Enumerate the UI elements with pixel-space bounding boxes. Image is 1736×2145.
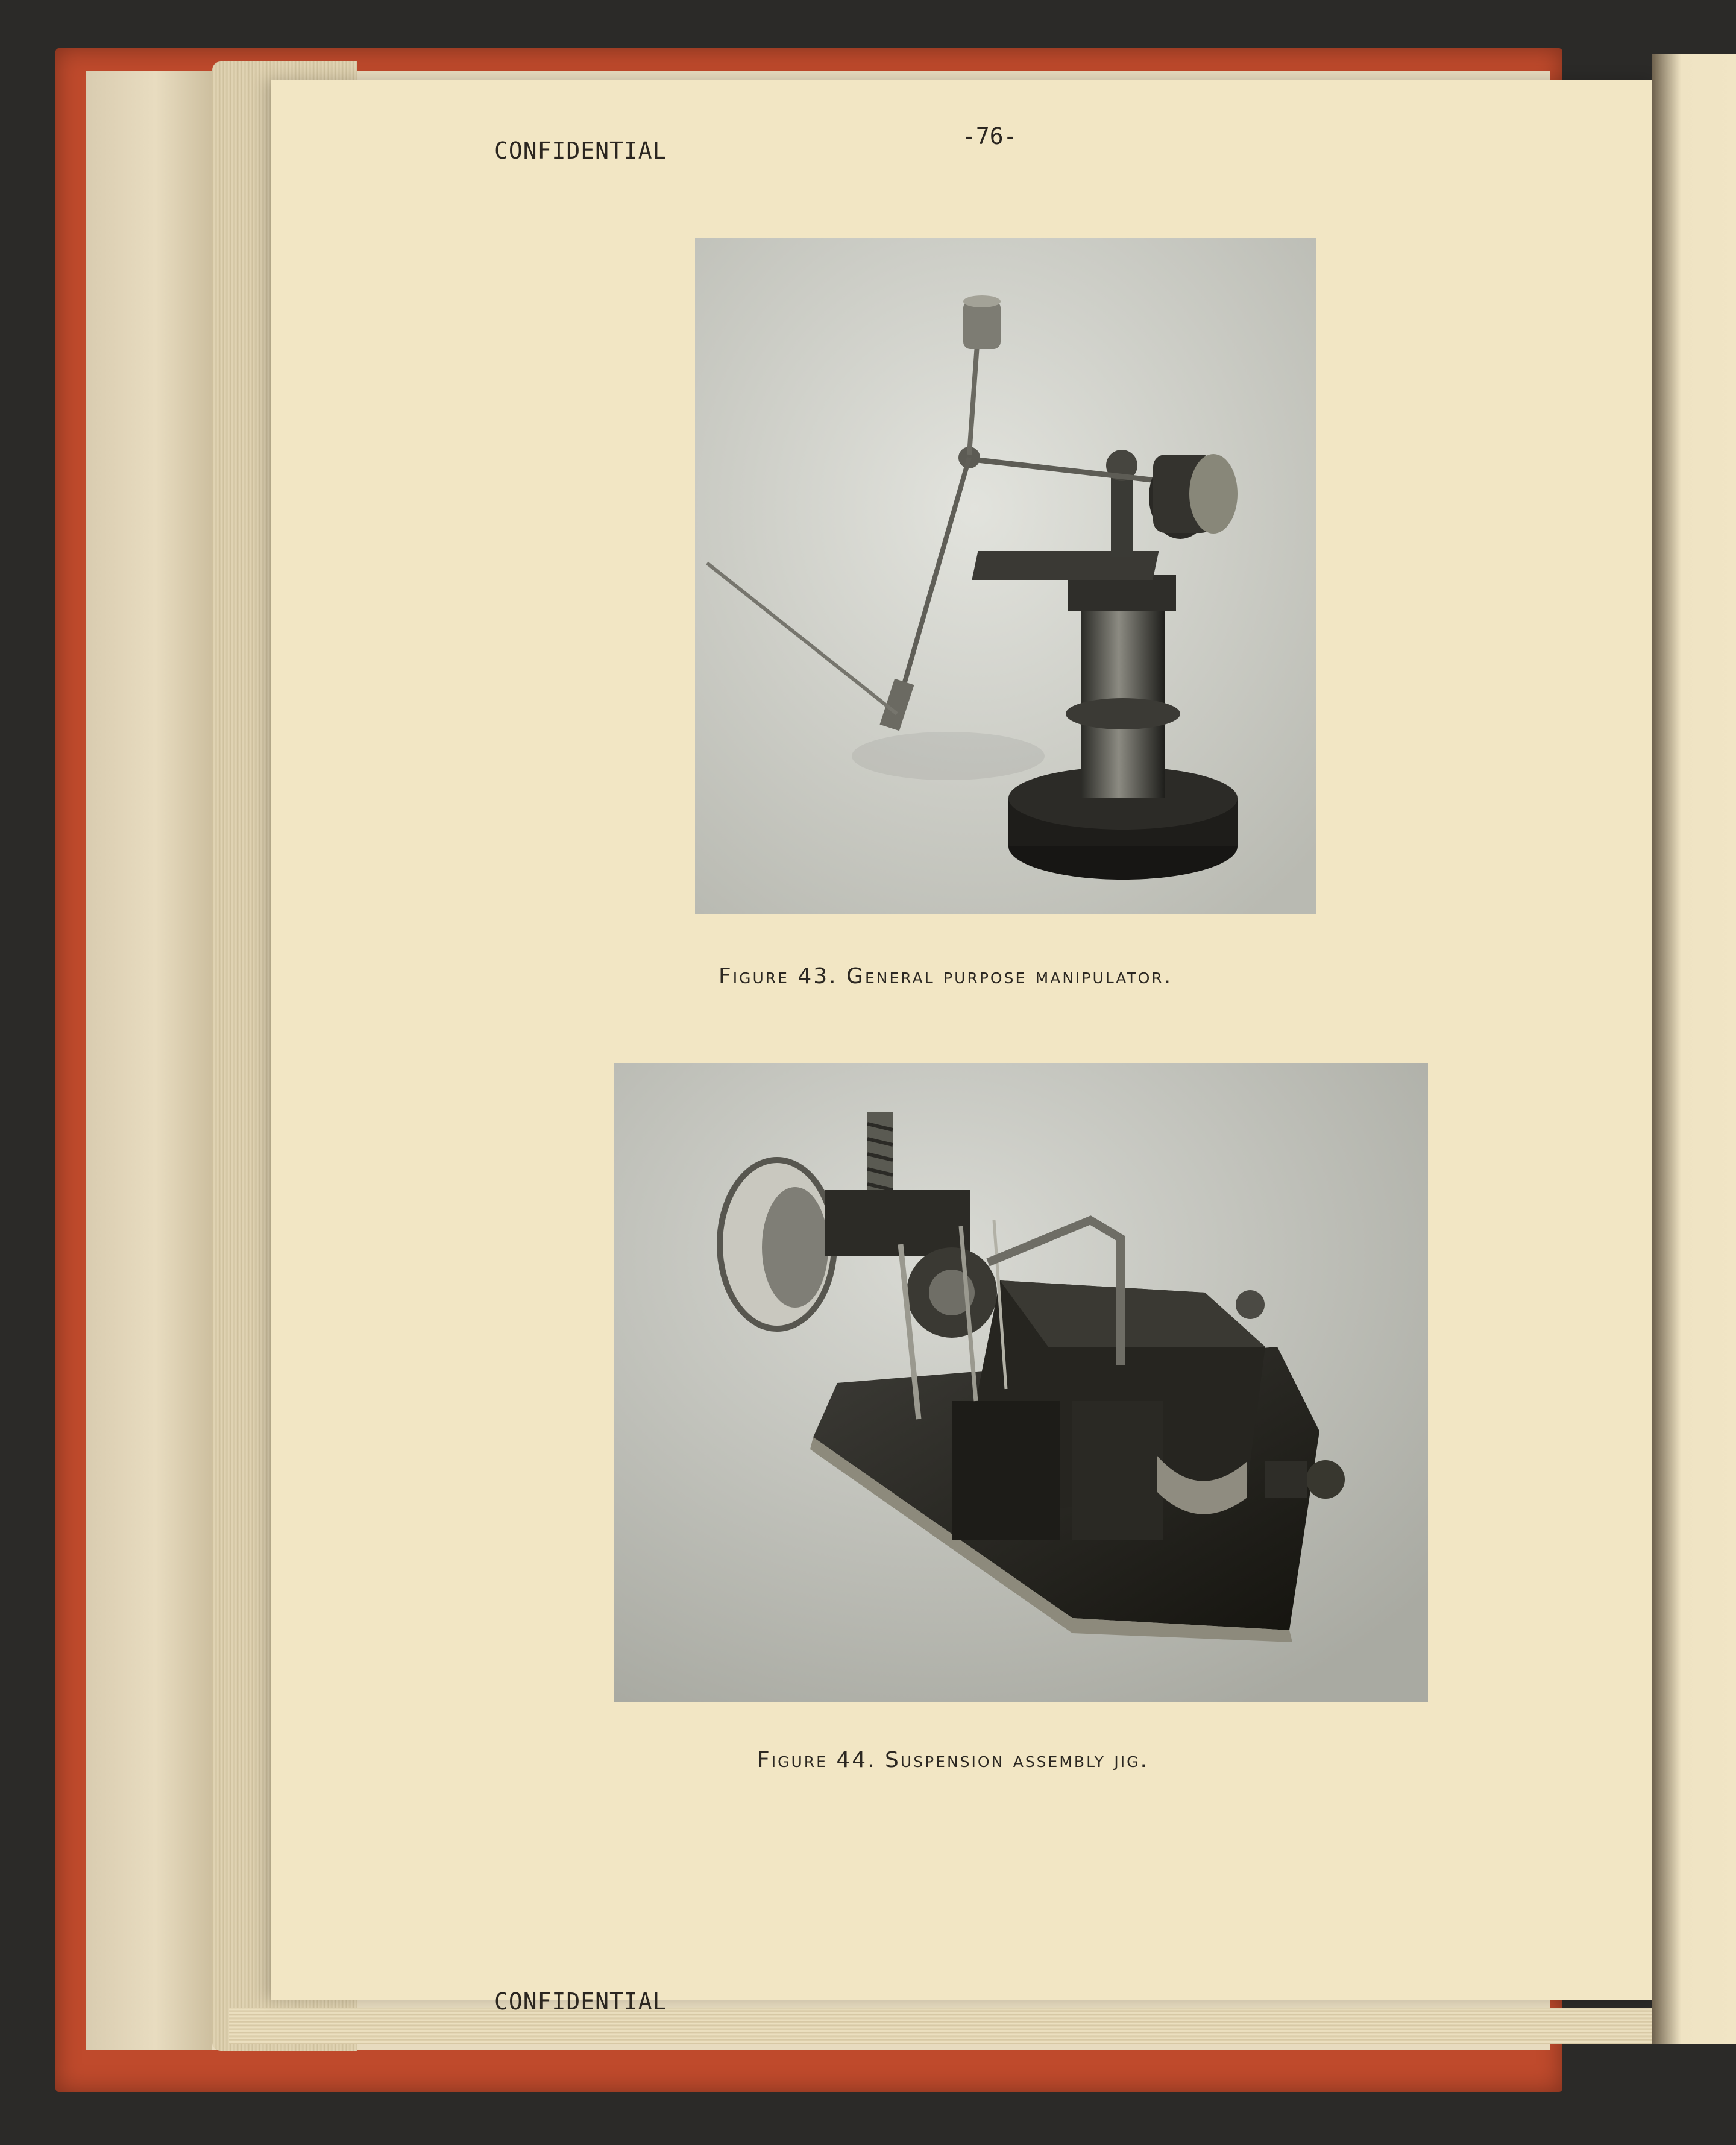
page-edges-bottom (229, 2008, 1682, 2044)
footer-confidential: CONFIDENTIAL (494, 1988, 667, 2015)
next-page-edge (1652, 54, 1736, 2044)
manipulator-photo (695, 238, 1316, 914)
endpaper-fold (86, 71, 212, 2050)
figure-43-caption: Figure 43. General purpose manipulator. (719, 964, 1173, 989)
jig-photo (614, 1063, 1428, 1702)
book-page (271, 80, 1658, 2015)
page-number: -76- (962, 123, 1017, 150)
header-confidential: CONFIDENTIAL (494, 137, 667, 164)
figure-44-caption: Figure 44. Suspension assembly jig. (757, 1748, 1149, 1772)
